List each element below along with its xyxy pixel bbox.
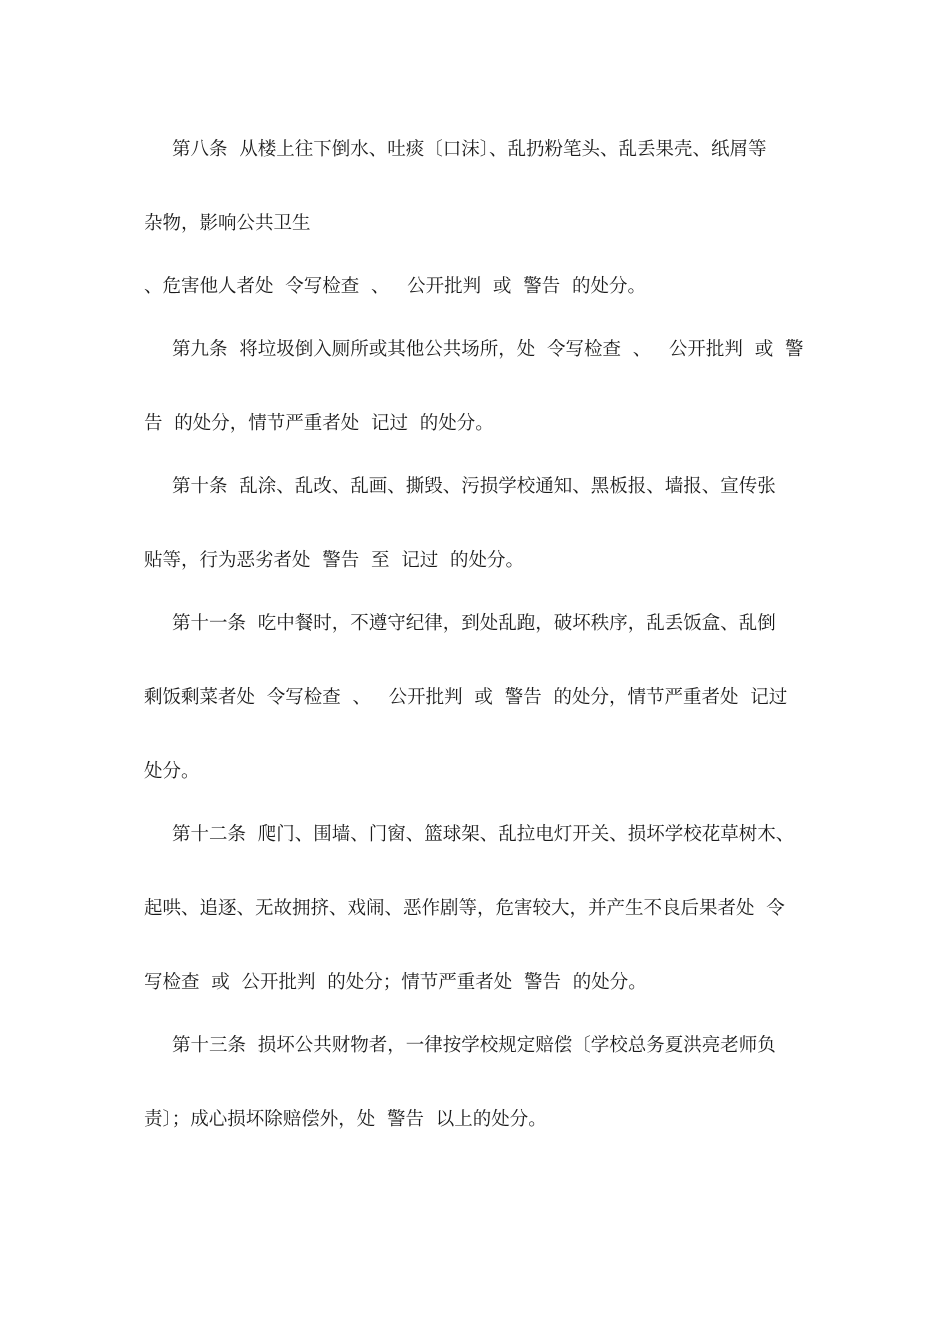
- text-line: 第九条 将垃圾倒入厕所或其他公共场所，处 令写检查 、 公开批判 或 警: [172, 339, 804, 360]
- text-line: 第十条 乱涂、乱改、乱画、撕毁、污损学校通知、黑板报、墙报、宣传张: [172, 476, 776, 497]
- text-line: 责〕；成心损坏除赔偿外，处 警告 以上的处分。: [144, 1109, 547, 1130]
- text-line: 写检查 或 公开批判 的处分；情节严重者处 警告 的处分。: [144, 972, 647, 993]
- text-line: 第八条 从楼上往下倒水、吐痰〔口沫〕、乱扔粉笔头、乱丢果壳、纸屑等: [172, 139, 767, 160]
- text-line: 告 的处分，情节严重者处 记过 的处分。: [144, 413, 494, 434]
- text-line: 剩饭剩菜者处 令写检查 、 公开批判 或 警告 的处分，情节严重者处 记过: [144, 687, 788, 708]
- text-line: 贴等，行为恶劣者处 警告 至 记过 的处分。: [144, 550, 525, 571]
- text-line: 起哄、追逐、无故拥挤、戏闹、恶作剧等，危害较大，并产生不良后果者处 令: [144, 898, 785, 919]
- text-line: 杂物，影响公共卫生: [144, 213, 311, 234]
- text-line: 第十一条 吃中餐时，不遵守纪律，到处乱跑，破坏秩序，乱丢饭盒、乱倒: [172, 613, 776, 634]
- text-line: 第十三条 损坏公共财物者，一律按学校规定赔偿〔学校总务夏洪亮老师负: [172, 1035, 776, 1056]
- text-line: 、危害他人者处 令写检查 、 公开批判 或 警告 的处分。: [144, 276, 646, 297]
- text-line: 第十二条 爬门、围墙、门窗、篮球架、乱拉电灯开关、损坏学校花草树木、: [172, 824, 795, 845]
- text-line: 处分。: [144, 761, 200, 782]
